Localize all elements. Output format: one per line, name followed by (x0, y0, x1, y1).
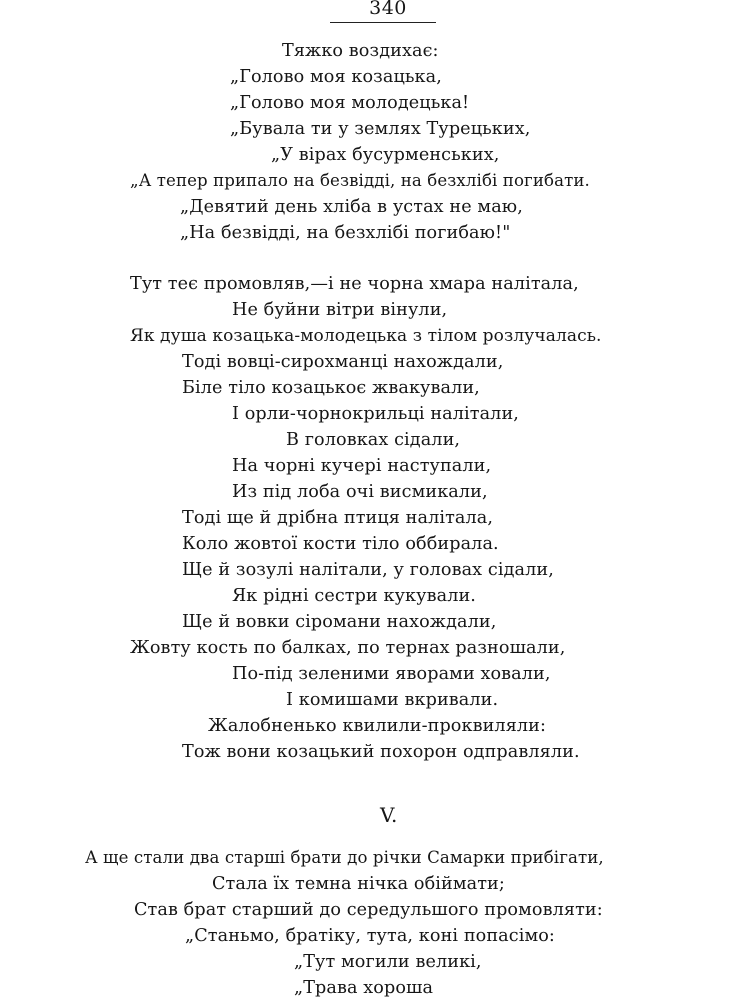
poem-line: Ще й вовки сіромани нахождали, (182, 612, 497, 632)
poem-line: І комишами вкривали. (286, 690, 499, 710)
poem-line: Біле тіло козацькоє жвакували, (182, 378, 480, 398)
poem-line: Став брат старший до середульшого промовляти: (134, 900, 603, 920)
poem-line: І орли-чорнокрильці налітали, (232, 404, 519, 424)
poem-line: Тоді вовці-сирохманці нахождали, (182, 352, 504, 372)
poem-line: „На безвідді, на безхлібі погибаю!" (180, 223, 511, 243)
poem-line: Не буйни вітри вінули, (232, 300, 448, 320)
poem-line: „Девятий день хліба в устах не маю, (180, 197, 523, 217)
poem-line: По-під зеленими яворами ховали, (232, 664, 551, 684)
poem-line: Жовту кость по балках, по тернах разношали, (130, 638, 566, 658)
poem-line: На чорні кучері наступали, (232, 456, 492, 476)
poem-line: „Станьмо, братіку, тута, коні попасімо: (185, 926, 555, 946)
poem-line: Коло жовтої кости тіло оббирала. (182, 534, 499, 554)
poem-line: Стала їх темна нічка обіймати; (212, 874, 505, 894)
poem-line: Из під лоба очі висмикали, (232, 482, 488, 502)
poem-line: А ще стали два старші брати до річки Самарки прибігати, (85, 848, 604, 867)
section-heading: V. (380, 803, 398, 827)
poem-line: Тоді ще й дрібна птиця налітала, (182, 508, 494, 528)
poem-line: Ще й зозулі налітали, у головах сідали, (182, 560, 554, 580)
poem-line: „Бувала ти у землях Турецьких, (230, 119, 531, 139)
poem-line: В головках сідали, (286, 430, 461, 450)
poem-line: „Тут могили великі, (294, 952, 482, 972)
poem-line: Жалобненько квилили-проквиляли: (208, 716, 547, 736)
poem-line: Як рідні сестри кукували. (232, 586, 476, 606)
page-number: 340 (369, 0, 407, 19)
poem-line: „Трава хороша (294, 978, 434, 998)
poem-line: Як душа козацька-молодецька з тілом розлучалась. (130, 326, 602, 346)
poem-line: Тож вони козацький похорон одправляли. (182, 742, 580, 762)
poem-line: Тяжко воздихає: (282, 41, 439, 61)
page-number-rule (330, 22, 436, 23)
poem-line: „А тепер припало на безвідді, на безхлібі погибати. (130, 171, 590, 190)
poem-line: Тут теє промовляв,—і не чорна хмара налітала, (130, 274, 579, 294)
poem-line: „Голово моя молодецька! (230, 93, 470, 113)
poem-line: „Голово моя козацька, (230, 67, 442, 87)
poem-line: „У вірах бусурменських, (271, 145, 500, 165)
